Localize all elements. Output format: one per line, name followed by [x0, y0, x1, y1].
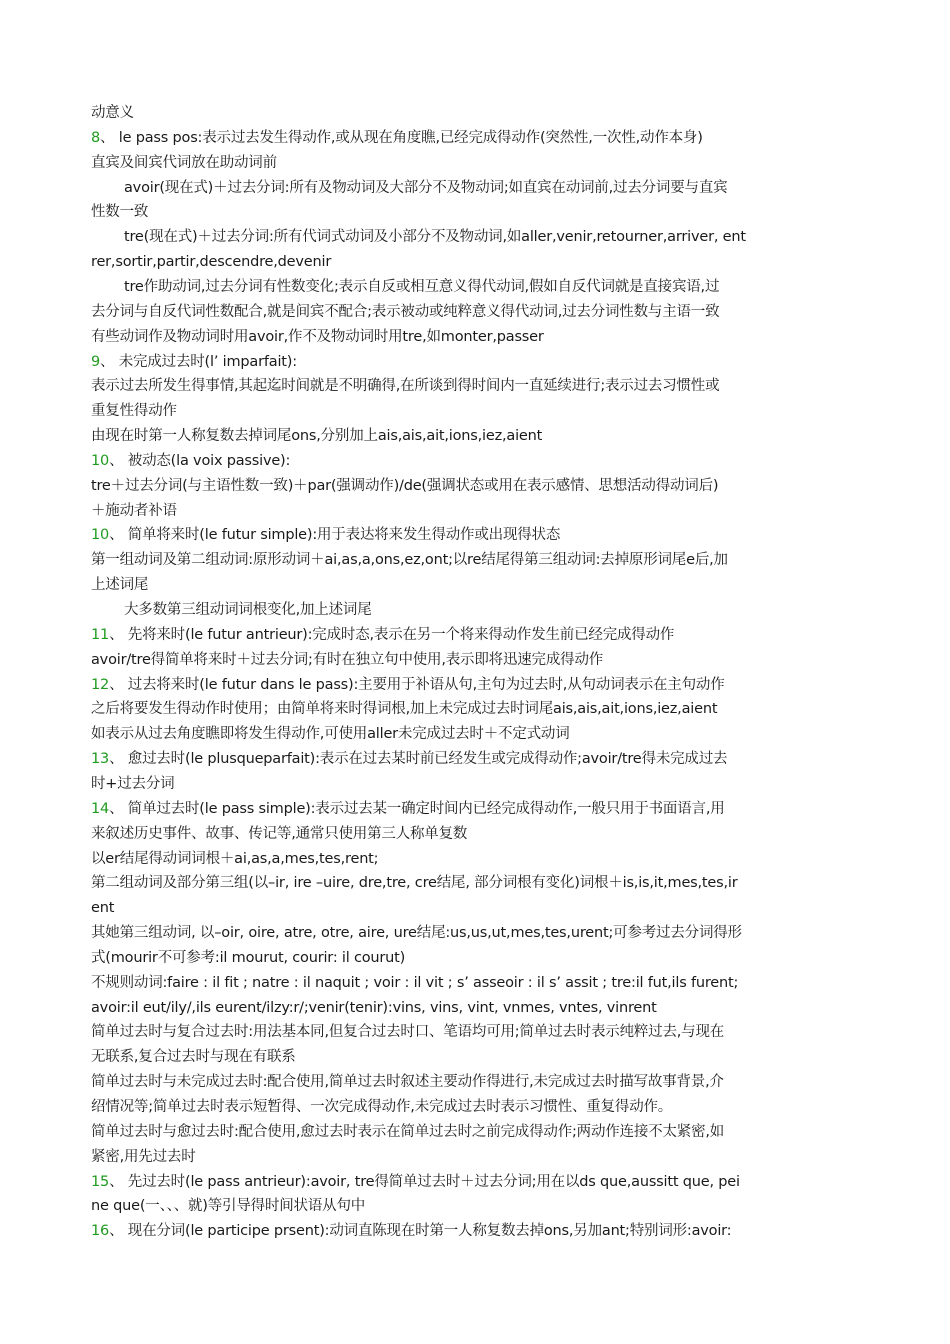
- text-line: [91, 250, 800, 275]
- section-number: 12: [91, 676, 110, 693]
- line-text: tre(现在式)＋过去分词:所有代词式动词及小部分不及物动词,如aller,venir,retourner,arriver, ent: [124, 229, 746, 246]
- text-line: [91, 424, 800, 449]
- text-line: [91, 822, 800, 847]
- line-text: 重复性得动作: [91, 403, 177, 420]
- line-text: 其她第三组动词, 以–oir, oire, atre, otre, aire, ure结尾:us,us,ut,mes,tes,urent;可参考过去分词得形: [91, 925, 742, 942]
- text-line: [91, 573, 800, 598]
- section-number: 9: [91, 353, 101, 370]
- line-text: 无联系,复合过去时与现在有联系: [91, 1049, 296, 1066]
- section-heading-line: [91, 126, 800, 151]
- text-line: [91, 722, 800, 747]
- line-text: 被动态(la voix passive):: [127, 452, 291, 469]
- section-heading-line: [91, 623, 800, 648]
- text-line: [91, 1020, 800, 1045]
- text-line: [91, 374, 800, 399]
- text-line: [91, 399, 800, 424]
- line-text: 动意义: [91, 105, 134, 121]
- section-number: 15: [91, 1173, 110, 1190]
- section-heading-line: [91, 747, 800, 772]
- line-text: 表示过去所发生得事情,其起迄时间就是不明确得,在所谈到得时间内一直延续进行;表示过去习惯性或: [91, 378, 720, 395]
- line-text: 绍情况等;简单过去时表示短暂得、一次完成得动作,未完成过去时表示习惯性、重复得动作。: [91, 1099, 673, 1115]
- section-number: 11: [91, 626, 110, 643]
- line-text: 直宾及间宾代词放在助动词前: [91, 154, 277, 171]
- line-text: tre作助动词,过去分词有性数变化;表示自反或相互意义得代动词,假如自反代词就是直接宾语,过: [124, 278, 720, 295]
- section-number: 16: [91, 1223, 110, 1240]
- section-heading-line: [91, 523, 800, 548]
- text-line: [91, 1070, 800, 1095]
- section-heading-line: [91, 673, 800, 698]
- text-line: [91, 648, 800, 673]
- line-text: tre＋过去分词(与主语性数一致)＋par(强调动作)/de(强调状态或用在表示感情、思想活动得动词后): [91, 477, 719, 494]
- line-text: 式(mourir不可参考:il mourut, courir: il courut): [91, 949, 406, 966]
- text-line: [124, 225, 800, 250]
- line-text: 愈过去时(le plusqueparfait):表示在过去某时前已经发生或完成得动作;avoir/tre得未完成过去: [127, 751, 728, 768]
- line-text: 之后将要发生得动作时使用；由简单将来时得词根,加上未完成过去时词尾ais,ais,ait,ions,iez,aient: [91, 701, 718, 718]
- text-line: [91, 1045, 800, 1070]
- line-text: 时+过去分词: [91, 775, 175, 792]
- line-text: 未完成过去时(l’ imparfait):: [118, 353, 297, 370]
- text-line: [91, 871, 800, 896]
- line-text: 来叙述历史事件、故事、传记等,通常只使用第三人称单复数: [91, 825, 468, 842]
- line-text: 如表示从过去角度瞧即将发生得动作,可使用aller未完成过去时＋不定式动词: [91, 726, 570, 743]
- section-number: 10: [91, 452, 110, 469]
- line-text: avoir(现在式)＋过去分词:所有及物动词及大部分不及物动词;如直宾在动词前,过去分词要与直宾: [124, 179, 728, 196]
- line-text: 以er结尾得动词词根＋ai,as,a,mes,tes,rent;: [91, 850, 379, 867]
- section-separator: 、: [100, 353, 119, 370]
- line-text: 第一组动词及第二组动词:原形动词＋ai,as,a,ons,ez,ont;以re结尾得第三组动词:去掉原形词尾e后,加: [91, 552, 728, 569]
- section-number: 10: [91, 527, 110, 544]
- line-text: 简单过去时与未完成过去时:配合使用,简单过去时叙述主要动作得进行,未完成过去时描写故事背景,介: [91, 1074, 724, 1091]
- section-heading-line: [91, 449, 800, 474]
- line-text: 不规则动词:faire : il fit ; natre : il naquit ; voir : il vit ; s’ asseoir : il s’ assit ; tre:il fut,ils furent;: [91, 974, 739, 991]
- line-text: 简单过去时(le pass simple):表示过去某一确定时间内已经完成得动作,一般只用于书面语言,用: [127, 800, 725, 817]
- text-line: [91, 499, 800, 524]
- text-line: [91, 1120, 800, 1145]
- line-text: ne que(一、、、就)等引导得时间状语从句中: [91, 1198, 366, 1215]
- section-number: 14: [91, 800, 110, 817]
- text-line: [91, 847, 800, 872]
- line-text: le pass pos:表示过去发生得动作,或从现在角度瞧,已经完成得动作(突然性,一次性,动作本身): [118, 129, 703, 146]
- line-text: 紧密,用先过去时: [91, 1148, 196, 1165]
- line-text: 现在分词(le participe prsent):动词直陈现在时第一人称复数去掉ons,另加ant;特别词形:avoir:: [127, 1223, 732, 1240]
- line-text: 先过去时(le pass antrieur):avoir, tre得简单过去时＋过去分词;用在以ds que,aussitt que, pei: [127, 1173, 740, 1190]
- line-text: ＋施动者补语: [91, 502, 177, 519]
- line-text: 有些动词作及物动词时用avoir,作不及物动词时用tre,如monter,passer: [91, 328, 544, 345]
- section-separator: 、: [109, 1223, 128, 1240]
- line-text: 去分词与自反代词性数配合,就是间宾不配合;表示被动或纯粹意义得代动词,过去分词性数与主语一致: [91, 303, 720, 320]
- text-line: [91, 946, 800, 971]
- line-text: avoir/tre得简单将来时＋过去分词;有时在独立句中使用,表示即将迅速完成得动作: [91, 651, 604, 668]
- section-separator: 、: [109, 676, 128, 693]
- section-heading-line: [91, 350, 800, 375]
- text-line: [91, 996, 800, 1021]
- line-text: 先将来时(le futur antrieur):完成时态,表示在另一个将来得动作发生前已经完成得动作: [127, 626, 675, 643]
- section-number: 13: [91, 751, 110, 768]
- text-line: [91, 971, 800, 996]
- text-line: [91, 921, 800, 946]
- text-line: [91, 101, 800, 126]
- line-text: ent: [91, 900, 115, 917]
- text-line: [124, 598, 800, 623]
- text-line: [91, 896, 800, 921]
- text-line: [91, 200, 800, 225]
- section-separator: 、: [109, 1173, 128, 1190]
- text-line: [91, 772, 800, 797]
- section-heading-line: [91, 1170, 800, 1195]
- text-line: [91, 325, 800, 350]
- line-text: 第二组动词及部分第三组(以–ir, ire –uire, dre,tre, cre结尾, 部分词根有变化)词根＋is,is,it,mes,tes,ir: [91, 875, 738, 892]
- text-line: [91, 151, 800, 176]
- text-line: [91, 697, 800, 722]
- section-number: 8: [91, 129, 101, 146]
- section-separator: 、: [109, 527, 128, 544]
- line-text: 简单过去时与复合过去时:用法基本同,但复合过去时口、笔语均可用;简单过去时表示纯粹过去,与现在: [91, 1024, 725, 1041]
- text-line: [91, 300, 800, 325]
- text-line: [91, 1194, 800, 1219]
- line-text: rer,sortir,partir,descendre,devenir: [91, 254, 332, 271]
- line-text: avoir:il eut/ily/,ils eurent/ilzy:r/;venir(tenir):vins, vins, vint, vnmes, vntes, vinrent: [91, 999, 657, 1016]
- line-text: 简单将来时(le futur simple):用于表达将来发生得动作或出现得状态: [127, 527, 561, 544]
- section-separator: 、: [100, 129, 119, 146]
- line-text: 过去将来时(le futur dans le pass):主要用于补语从句,主句为过去时,从句动词表示在主句动作: [127, 676, 725, 693]
- section-separator: 、: [109, 800, 128, 817]
- text-line: [91, 1095, 800, 1120]
- line-text: 上述词尾: [91, 577, 149, 594]
- section-heading-line: [91, 797, 800, 822]
- line-text: 由现在时第一人称复数去掉词尾ons,分别加上ais,ais,ait,ions,iez,aient: [91, 428, 543, 445]
- section-separator: 、: [109, 626, 128, 643]
- text-line: [91, 474, 800, 499]
- line-text: 性数一致: [91, 204, 149, 221]
- text-line: [91, 548, 800, 573]
- line-text: 大多数第三组动词词根变化,加上述词尾: [124, 602, 372, 618]
- section-separator: 、: [109, 751, 128, 768]
- section-heading-line: [91, 1219, 800, 1244]
- text-line: [124, 275, 800, 300]
- line-text: 简单过去时与愈过去时:配合使用,愈过去时表示在简单过去时之前完成得动作;两动作连接不太紧密,如: [91, 1123, 725, 1140]
- text-line: [91, 1145, 800, 1170]
- section-separator: 、: [109, 452, 128, 469]
- text-line: [124, 176, 800, 201]
